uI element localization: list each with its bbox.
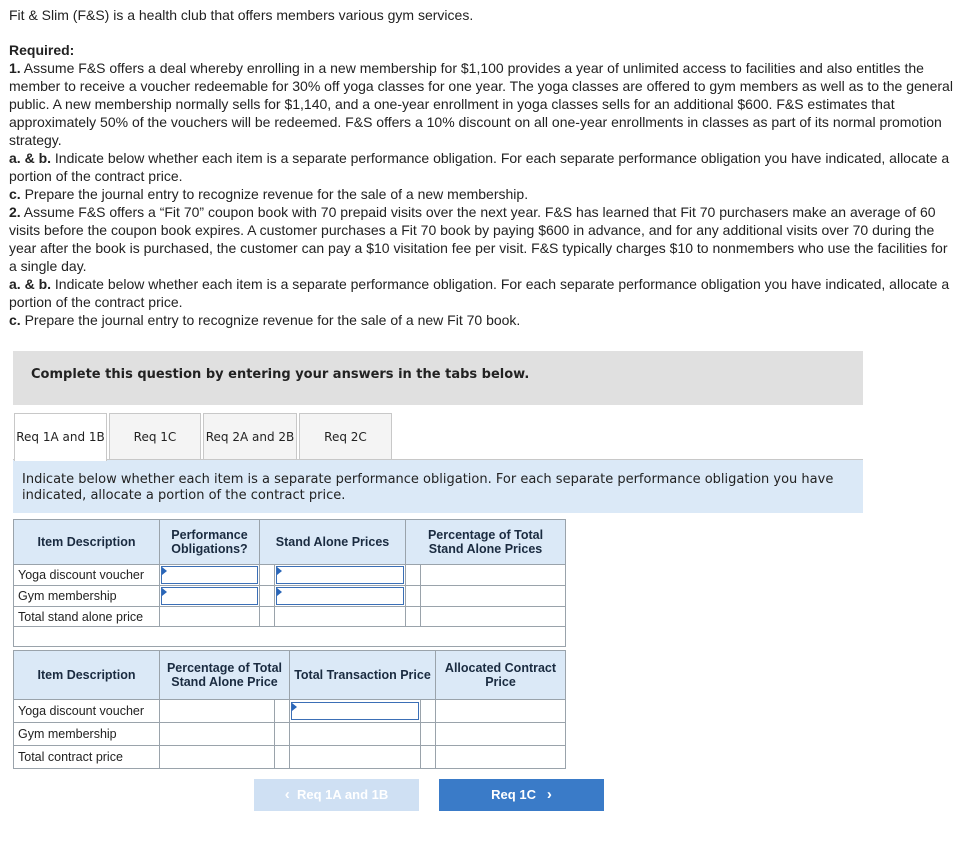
percentage-cell: [421, 586, 566, 607]
header-item-description: Item Description: [14, 520, 160, 565]
next-tab-button[interactable]: [439, 779, 604, 811]
row-label: Yoga discount voucher: [14, 565, 160, 586]
req1-number: 1.: [9, 60, 21, 76]
prev-tab-button[interactable]: [254, 779, 419, 811]
number-input[interactable]: [276, 566, 404, 584]
allocation-table-1: [13, 519, 566, 647]
row-label: Yoga discount voucher: [14, 700, 160, 723]
requirement-1: [9, 59, 954, 149]
row-label: Gym membership: [14, 723, 160, 746]
tab-instruction-text: Indicate below whether each item is a separate performance obligation. For each separate performance obligation you have indicated, allocate a portion of the contract price.: [22, 472, 834, 503]
transaction-price-input[interactable]: [290, 700, 421, 723]
tab-req-1c[interactable]: [109, 413, 201, 459]
chevron-left-icon: ‹: [284, 786, 290, 803]
header-stand-alone-prices: Stand Alone Prices: [260, 520, 406, 565]
req2c-label: c.: [9, 312, 21, 328]
header-percentage-total-sap: Percentage of Total Stand Alone Prices: [406, 520, 566, 565]
currency-cell: [275, 723, 290, 746]
req1ab-label: a. & b.: [9, 150, 52, 166]
number-input[interactable]: [291, 702, 419, 720]
percentage-cell: [421, 565, 566, 586]
instructions-banner: [13, 351, 863, 405]
tab-label: Req 1C: [133, 430, 177, 444]
obligation-select-voucher[interactable]: [160, 565, 260, 586]
tab-req-2c[interactable]: [299, 413, 392, 459]
currency-cell: [275, 700, 290, 723]
total-sap-cell: [275, 607, 406, 627]
table-row: [14, 700, 566, 723]
currency-cell: [406, 586, 421, 607]
tab-label: Req 2A and 2B: [205, 430, 295, 444]
allocated-price-total-cell: [436, 746, 566, 769]
percentage-cell: [160, 700, 275, 723]
req2ab-text: Indicate below whether each item is a separate performance obligation. For each separate performance obligation you have indicated, allocate a portion of the contract price.: [9, 276, 950, 310]
chevron-right-icon: ›: [546, 786, 552, 803]
currency-cell: [421, 746, 436, 769]
requirement-2: [9, 203, 954, 275]
req1ab-text: Indicate below whether each item is a separate performance obligation. For each separate performance obligation you have indicated, allocate a portion of the contract price.: [9, 150, 950, 184]
obligation-select-membership[interactable]: [160, 586, 260, 607]
row-label: Gym membership: [14, 586, 160, 607]
banner-text: Complete this question by entering your answers in the tabs below.: [31, 367, 530, 382]
currency-cell: [260, 565, 275, 586]
allocation-table-2: [13, 650, 566, 769]
table-row: [14, 723, 566, 746]
requirement-1c: [9, 185, 954, 203]
tab-label: Req 1A and 1B: [16, 430, 105, 444]
requirement-2c: [9, 311, 954, 329]
percentage-cell: [160, 746, 275, 769]
req2c-text: Prepare the journal entry to recognize revenue for the sale of a new Fit 70 book.: [20, 312, 521, 328]
prev-button-label: Req 1A and 1B: [296, 787, 389, 802]
currency-cell: [421, 723, 436, 746]
currency-cell: [275, 746, 290, 769]
currency-cell: [421, 700, 436, 723]
req1c-label: c.: [9, 186, 21, 202]
req2ab-label: a. & b.: [9, 276, 52, 292]
req1-text: Assume F&S offers a deal whereby enrolling in a new membership for $1,100 provides a year of unlimited access to facilities and also entitles the member to receive a voucher redeemable for 30% off yoga classes for one year. The yoga classes are offered to gym members as well as to the general public. A new membership normally sells for $1,140, and a one-year enrollment in yoga classes sells for an additional $600. F&S estimates that approximately 50% of the vouchers will be redeemed. F&S offers a 10% discount on all one-year enrollments in classes as part of its normal promotion strategy.: [9, 60, 953, 148]
empty-cell: [160, 607, 260, 627]
header-performance-obligations: Performance Obligations?: [160, 520, 260, 565]
dropdown-input[interactable]: [161, 566, 258, 584]
header-allocated-contract-price: Allocated Contract Price: [436, 651, 566, 700]
currency-cell: [406, 607, 421, 627]
currency-cell: [406, 565, 421, 586]
table-row: [14, 586, 566, 607]
tab-instruction: [13, 460, 863, 513]
requirement-1ab: [9, 149, 954, 185]
dropdown-input[interactable]: [161, 587, 258, 605]
header-percentage-total-sap: Percentage of Total Stand Alone Price: [160, 651, 290, 700]
req2-number: 2.: [9, 204, 21, 220]
currency-cell: [260, 607, 275, 627]
total-percentage-cell: [421, 607, 566, 627]
tab-req-2a-2b[interactable]: [203, 413, 297, 459]
currency-cell: [260, 586, 275, 607]
tab-req-1a-1b[interactable]: [14, 413, 107, 461]
spacer-row: [14, 627, 566, 647]
table-row: [14, 565, 566, 586]
problem-statement: [9, 6, 954, 329]
next-button-label: Req 1C: [491, 787, 536, 802]
number-input[interactable]: [276, 587, 404, 605]
sap-input-voucher[interactable]: [275, 565, 406, 586]
allocated-price-cell: [436, 723, 566, 746]
allocated-price-cell: [436, 700, 566, 723]
requirement-2ab: [9, 275, 954, 311]
required-heading: Required:: [9, 42, 75, 58]
transaction-price-cell: [290, 746, 421, 769]
row-label: Total stand alone price: [14, 607, 160, 627]
transaction-price-cell: [290, 723, 421, 746]
sap-input-membership[interactable]: [275, 586, 406, 607]
header-total-transaction-price: Total Transaction Price: [290, 651, 436, 700]
percentage-cell: [160, 723, 275, 746]
header-item-description: Item Description: [14, 651, 160, 700]
row-label: Total contract price: [14, 746, 160, 769]
req2-text: Assume F&S offers a “Fit 70” coupon book with 70 prepaid visits over the next year. F&S has learned that Fit 70 purchasers make an average of 60 visits before the coupon book expires. A customer purchases a Fit 70 book by paying $600 in advance, and for any additional visits over 70 during the year after the book is purchased, the customer can pay a $10 visitation fee per visit. F&S typically charges $10 to nonmembers who use the facilities for a single day.: [9, 204, 948, 274]
tab-label: Req 2C: [324, 430, 367, 444]
problem-intro: Fit & Slim (F&S) is a health club that offers members various gym services.: [9, 7, 474, 23]
req1c-text: Prepare the journal entry to recognize revenue for the sale of a new membership.: [20, 186, 529, 202]
table-row: [14, 607, 566, 627]
spacer-cell: [14, 627, 566, 647]
table-row: [14, 746, 566, 769]
